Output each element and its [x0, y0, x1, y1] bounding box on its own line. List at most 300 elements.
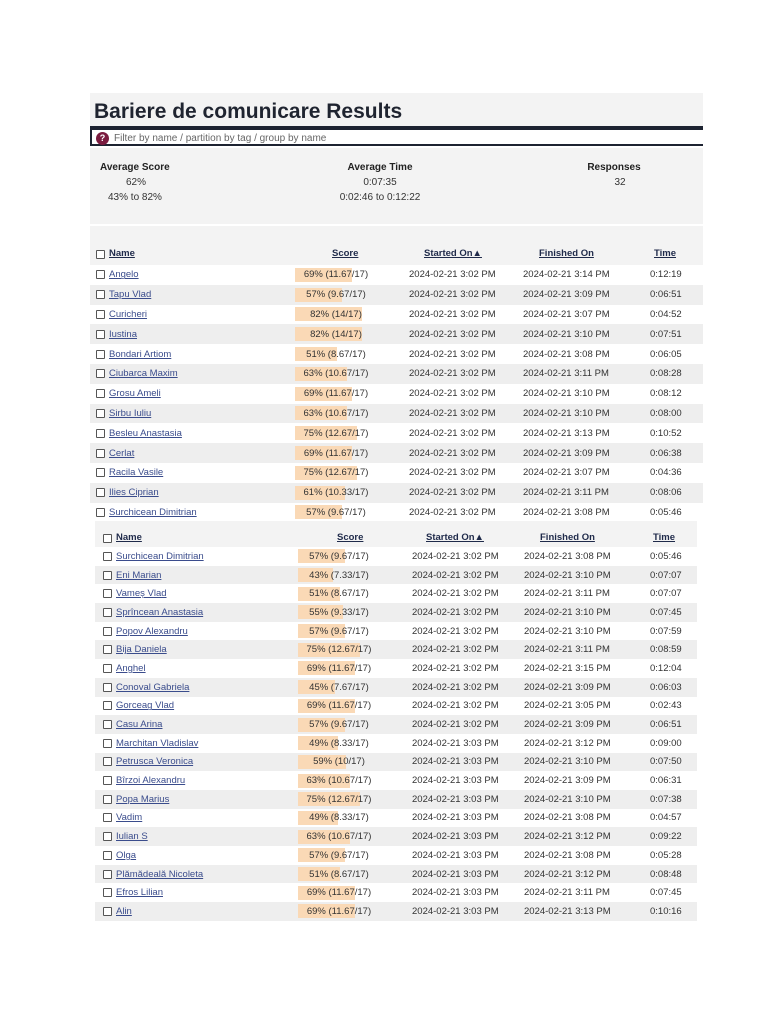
average-score-label: Average Score: [100, 162, 170, 173]
table-row: [90, 305, 703, 325]
column-header-score[interactable]: Score: [332, 248, 359, 259]
score-bar: [298, 848, 380, 862]
started-on-value: 2024-02-21 3:02 PM: [409, 289, 496, 301]
table-row: [95, 715, 697, 734]
score-value: 63% (10.67/17): [303, 368, 369, 380]
table-row: [95, 734, 697, 753]
responses-value: 32: [614, 177, 626, 188]
respondent-name-link[interactable]: Vameș Vlad: [116, 588, 167, 600]
summary-section: [90, 148, 703, 224]
time-value: 0:07:59: [650, 625, 682, 637]
time-value: 0:10:52: [650, 427, 682, 439]
score-bar: [298, 886, 380, 900]
time-value: 0:06:03: [650, 681, 682, 693]
score-bar: [298, 718, 380, 732]
started-on-value: 2024-02-21 3:03 PM: [412, 849, 499, 861]
score-value: 49% (8.33/17): [309, 812, 369, 824]
score-cell: [298, 659, 380, 678]
score-cell: [298, 584, 380, 603]
time-value: 0:07:45: [650, 887, 682, 899]
started-on-value: 2024-02-21 3:03 PM: [412, 775, 499, 787]
time-value: 0:05:28: [650, 849, 682, 861]
score-cell: [298, 902, 380, 921]
name-cell: [96, 443, 134, 463]
time-value: 0:05:46: [650, 550, 682, 562]
score-value: 57% (9.67/17): [309, 550, 369, 562]
time-value: 0:04:36: [650, 467, 682, 479]
time-value: 0:12:04: [650, 662, 682, 674]
respondent-name-link[interactable]: Ciubarca Maxim: [109, 368, 178, 380]
time-value: 0:08:00: [650, 407, 682, 419]
name-cell: [96, 324, 137, 344]
respondent-name-link[interactable]: Anghel: [116, 662, 146, 674]
respondent-name-link[interactable]: Casu Arina: [116, 719, 163, 731]
name-cell: [103, 603, 203, 622]
row-checkbox[interactable]: [103, 589, 112, 598]
row-checkbox[interactable]: [103, 888, 112, 897]
finished-on-value: 2024-02-21 3:10 PM: [524, 756, 611, 768]
finished-on-value: 2024-02-21 3:14 PM: [523, 269, 610, 281]
score-bar: [295, 446, 377, 460]
row-checkbox[interactable]: [103, 870, 112, 879]
score-bar: [295, 288, 377, 302]
table-row: [95, 566, 697, 585]
respondent-name-link[interactable]: Marchitan Vladislav: [116, 737, 199, 749]
respondent-name-link[interactable]: Besleu Anastasia: [109, 427, 182, 439]
table-row: [95, 547, 697, 566]
name-cell: [96, 305, 147, 325]
respondent-name-link[interactable]: Sirbu Iuliu: [109, 407, 152, 419]
responses-label: Responses: [587, 162, 641, 173]
finished-on-value: 2024-02-21 3:15 PM: [524, 662, 611, 674]
score-value: 61% (10.33/17): [303, 487, 369, 499]
finished-on-value: 2024-02-21 3:09 PM: [524, 681, 611, 693]
score-cell: [295, 344, 377, 364]
score-bar: [298, 624, 380, 638]
average-score-block: [100, 160, 170, 205]
time-value: 0:06:31: [650, 775, 682, 787]
time-value: 0:09:00: [650, 737, 682, 749]
table-header-row: [90, 226, 703, 265]
score-value: 51% (8.67/17): [309, 868, 369, 880]
table-row: [95, 640, 697, 659]
name-cell: [96, 384, 161, 404]
name-cell: [103, 790, 169, 809]
score-cell: [295, 443, 377, 463]
started-on-value: 2024-02-21 3:02 PM: [409, 368, 496, 380]
score-value: 69% (11.67/17): [306, 700, 372, 712]
started-on-value: 2024-02-21 3:02 PM: [409, 407, 496, 419]
score-value: 49% (8.33/17): [309, 737, 369, 749]
started-on-value: 2024-02-21 3:03 PM: [412, 887, 499, 899]
row-checkbox[interactable]: [96, 508, 105, 517]
score-cell: [298, 622, 380, 641]
started-on-value: 2024-02-21 3:02 PM: [412, 550, 499, 562]
finished-on-value: 2024-02-21 3:10 PM: [523, 328, 610, 340]
name-cell: [103, 734, 198, 753]
name-cell: [103, 678, 189, 697]
respondent-name-link[interactable]: Cerlat: [109, 447, 135, 459]
column-header-started-on[interactable]: Started On▲: [424, 248, 482, 259]
column-header-name[interactable]: [96, 226, 135, 265]
score-value: 69% (11.67/17): [306, 662, 372, 674]
name-cell: [103, 622, 188, 641]
respondent-name-link[interactable]: Iustina: [109, 328, 137, 340]
row-checkbox[interactable]: [103, 608, 112, 617]
row-checkbox[interactable]: [96, 310, 105, 319]
respondent-name-link[interactable]: Surchicean Dimitrian: [116, 550, 204, 562]
row-checkbox[interactable]: [96, 270, 105, 279]
score-bar: [298, 811, 380, 825]
score-value: 51% (8.67/17): [309, 588, 369, 600]
score-cell: [295, 503, 377, 523]
row-checkbox[interactable]: [103, 739, 112, 748]
column-header-started-on[interactable]: Started On▲: [426, 532, 484, 543]
finished-on-value: 2024-02-21 3:09 PM: [523, 289, 610, 301]
time-value: 0:08:59: [650, 644, 682, 656]
column-header-score[interactable]: Score: [337, 532, 364, 543]
finished-on-value: 2024-02-21 3:08 PM: [524, 812, 611, 824]
score-bar: [295, 426, 377, 440]
row-checkbox[interactable]: [96, 449, 105, 458]
started-on-value: 2024-02-21 3:02 PM: [412, 625, 499, 637]
table-row: [95, 697, 697, 716]
score-value: 69% (11.67/17): [306, 905, 372, 917]
row-checkbox[interactable]: [103, 757, 112, 766]
page-title: Bariere de comunicare Results: [94, 100, 403, 123]
results-table-1: [90, 226, 703, 522]
table-row: [90, 443, 703, 463]
row-checkbox[interactable]: [103, 832, 112, 841]
row-checkbox[interactable]: [96, 409, 105, 418]
score-cell: [298, 678, 380, 697]
respondent-name-link[interactable]: Olga: [116, 849, 137, 861]
average-time-block: [338, 160, 422, 205]
time-value: 0:08:28: [650, 368, 682, 380]
table-row: [95, 865, 697, 884]
time-value: 0:08:48: [650, 868, 682, 880]
row-checkbox[interactable]: [96, 330, 105, 339]
started-on-value: 2024-02-21 3:02 PM: [412, 569, 499, 581]
name-cell: [103, 566, 161, 585]
score-value: 82% (14/17): [310, 328, 362, 340]
respondent-name-link[interactable]: Tapu Vlad: [109, 289, 152, 301]
row-checkbox[interactable]: [96, 389, 105, 398]
respondent-name-link[interactable]: Efros Lilian: [116, 887, 163, 899]
score-value: 63% (10.67/17): [306, 775, 372, 787]
row-checkbox[interactable]: [103, 627, 112, 636]
select-all-checkbox[interactable]: [96, 250, 105, 259]
row-checkbox[interactable]: [96, 290, 105, 299]
respondent-name-link[interactable]: Bondari Artiom: [109, 348, 172, 360]
finished-on-value: 2024-02-21 3:08 PM: [523, 348, 610, 360]
started-on-value: 2024-02-21 3:03 PM: [412, 737, 499, 749]
column-header-time[interactable]: Time: [653, 532, 676, 543]
finished-on-value: 2024-02-21 3:10 PM: [524, 793, 611, 805]
table-row: [95, 659, 697, 678]
respondent-name-link[interactable]: Sprîncean Anastasia: [116, 606, 204, 618]
finished-on-value: 2024-02-21 3:12 PM: [524, 737, 611, 749]
started-on-value: 2024-02-21 3:02 PM: [409, 269, 496, 281]
score-bar: [295, 268, 377, 282]
score-value: 57% (9.67/17): [309, 719, 369, 731]
started-on-value: 2024-02-21 3:02 PM: [409, 467, 496, 479]
responses-block: [586, 160, 642, 190]
score-value: 75% (12.67/17): [306, 644, 372, 656]
score-cell: [295, 265, 377, 285]
respondent-name-link[interactable]: Alin: [116, 905, 132, 917]
finished-on-value: 2024-02-21 3:09 PM: [524, 775, 611, 787]
score-bar: [295, 466, 377, 480]
time-value: 0:05:46: [650, 506, 682, 518]
table-row: [90, 483, 703, 503]
row-checkbox[interactable]: [103, 776, 112, 785]
score-bar: [298, 643, 380, 657]
finished-on-value: 2024-02-21 3:10 PM: [523, 407, 610, 419]
table-row: [90, 384, 703, 404]
score-bar: [298, 792, 380, 806]
score-cell: [295, 305, 377, 325]
row-checkbox[interactable]: [103, 851, 112, 860]
score-bar: [298, 661, 380, 675]
column-header-name-label[interactable]: Name: [116, 532, 142, 543]
score-cell: [295, 483, 377, 503]
time-value: 0:06:51: [650, 289, 682, 301]
finished-on-value: 2024-02-21 3:08 PM: [524, 550, 611, 562]
time-value: 0:12:19: [650, 269, 682, 281]
name-cell: [96, 503, 197, 523]
row-checkbox[interactable]: [103, 571, 112, 580]
respondent-name-link[interactable]: Iulian S: [116, 831, 148, 843]
average-time-value: 0:07:35: [363, 177, 397, 188]
respondent-name-link[interactable]: Petrusca Veronica: [116, 756, 194, 768]
score-cell: [295, 285, 377, 305]
row-checkbox[interactable]: [103, 795, 112, 804]
score-value: 69% (11.67/17): [303, 269, 369, 281]
average-time-label: Average Time: [347, 162, 413, 173]
score-cell: [295, 404, 377, 424]
started-on-value: 2024-02-21 3:02 PM: [412, 681, 499, 693]
time-value: 0:06:05: [650, 348, 682, 360]
table-row: [90, 285, 703, 305]
time-value: 0:07:38: [650, 793, 682, 805]
respondent-name-link[interactable]: Bîrzoi Alexandru: [116, 775, 186, 787]
column-header-finished-on[interactable]: Finished On: [539, 248, 594, 259]
table-row: [90, 324, 703, 344]
respondent-name-link[interactable]: Eni Marian: [116, 569, 162, 581]
average-score-value: 62%: [126, 177, 147, 188]
score-value: 59% (10/17): [313, 756, 365, 768]
finished-on-value: 2024-02-21 3:08 PM: [523, 506, 610, 518]
score-bar: [295, 406, 377, 420]
finished-on-value: 2024-02-21 3:10 PM: [524, 606, 611, 618]
table-row: [95, 790, 697, 809]
started-on-value: 2024-02-21 3:02 PM: [412, 588, 499, 600]
respondent-name-link[interactable]: Curicheri: [109, 308, 148, 320]
column-header-name[interactable]: [103, 521, 142, 547]
table-row: [95, 809, 697, 828]
respondent-name-link[interactable]: Popov Alexandru: [116, 625, 188, 637]
score-bar: [295, 367, 377, 381]
started-on-value: 2024-02-21 3:03 PM: [412, 793, 499, 805]
name-cell: [96, 364, 178, 384]
name-cell: [103, 865, 203, 884]
row-checkbox[interactable]: [103, 907, 112, 916]
name-cell: [103, 659, 146, 678]
row-checkbox[interactable]: [103, 701, 112, 710]
score-bar: [295, 347, 377, 361]
started-on-value: 2024-02-21 3:03 PM: [412, 756, 499, 768]
name-cell: [103, 640, 167, 659]
score-value: 45% (7.67/17): [309, 681, 369, 693]
score-bar: [298, 699, 380, 713]
started-on-value: 2024-02-21 3:03 PM: [412, 905, 499, 917]
started-on-value: 2024-02-21 3:02 PM: [409, 506, 496, 518]
respondent-name-link[interactable]: Racila Vasile: [109, 467, 164, 479]
column-header-name-label[interactable]: Name: [109, 248, 135, 259]
row-checkbox[interactable]: [96, 369, 105, 378]
started-on-value: 2024-02-21 3:02 PM: [409, 308, 496, 320]
name-cell: [96, 483, 159, 503]
time-value: 0:07:07: [650, 588, 682, 600]
score-value: 69% (11.67/17): [303, 388, 369, 400]
score-cell: [295, 324, 377, 344]
respondent-name-link[interactable]: Popa Marius: [116, 793, 170, 805]
respondent-name-link[interactable]: Gorceag Vlad: [116, 700, 175, 712]
score-bar: [298, 755, 380, 769]
table-row: [95, 902, 697, 921]
started-on-value: 2024-02-21 3:03 PM: [412, 831, 499, 843]
table-row: [95, 771, 697, 790]
table-row: [95, 622, 697, 641]
score-cell: [298, 883, 380, 902]
score-cell: [295, 384, 377, 404]
finished-on-value: 2024-02-21 3:07 PM: [523, 308, 610, 320]
score-cell: [298, 603, 380, 622]
started-on-value: 2024-02-21 3:02 PM: [412, 644, 499, 656]
score-value: 75% (12.67/17): [303, 427, 369, 439]
score-cell: [298, 640, 380, 659]
started-on-value: 2024-02-21 3:02 PM: [409, 447, 496, 459]
score-cell: [295, 423, 377, 443]
respondent-name-link[interactable]: Plămădeală Nicoleta: [116, 868, 204, 880]
time-value: 0:10:16: [650, 905, 682, 917]
score-cell: [298, 827, 380, 846]
filter-input[interactable]: [114, 131, 694, 145]
started-on-value: 2024-02-21 3:02 PM: [409, 328, 496, 340]
respondent-name-link[interactable]: Surchicean Dimitrian: [109, 506, 197, 518]
table-header-row: [95, 521, 697, 547]
row-checkbox[interactable]: [103, 664, 112, 673]
table-row: [95, 603, 697, 622]
row-checkbox[interactable]: [103, 720, 112, 729]
name-cell: [96, 285, 151, 305]
row-checkbox[interactable]: [96, 488, 105, 497]
respondent-name-link[interactable]: Grosu Ameli: [109, 388, 161, 400]
table-row: [95, 883, 697, 902]
finished-on-value: 2024-02-21 3:11 PM: [524, 887, 610, 899]
row-checkbox[interactable]: [96, 350, 105, 359]
started-on-value: 2024-02-21 3:02 PM: [412, 700, 499, 712]
name-cell: [96, 404, 151, 424]
started-on-value: 2024-02-21 3:03 PM: [412, 868, 499, 880]
score-bar: [298, 605, 380, 619]
score-bar: [298, 587, 380, 601]
column-header-finished-on[interactable]: Finished On: [540, 532, 595, 543]
finished-on-value: 2024-02-21 3:09 PM: [524, 719, 611, 731]
table-row: [95, 678, 697, 697]
row-checkbox[interactable]: [103, 683, 112, 692]
row-checkbox[interactable]: [103, 813, 112, 822]
respondent-name-link[interactable]: Bija Daniela: [116, 644, 167, 656]
table-row: [95, 827, 697, 846]
time-value: 0:06:38: [650, 447, 682, 459]
name-cell: [103, 883, 163, 902]
score-cell: [298, 790, 380, 809]
score-cell: [298, 734, 380, 753]
finished-on-value: 2024-02-21 3:07 PM: [523, 467, 610, 479]
name-cell: [103, 902, 132, 921]
name-cell: [96, 265, 139, 285]
score-cell: [298, 697, 380, 716]
started-on-value: 2024-02-21 3:02 PM: [412, 606, 499, 618]
row-checkbox[interactable]: [96, 429, 105, 438]
select-all-checkbox[interactable]: [103, 534, 112, 543]
score-bar: [298, 680, 380, 694]
score-bar: [298, 904, 380, 918]
score-cell: [298, 771, 380, 790]
score-value: 43% (7.33/17): [309, 569, 369, 581]
name-cell: [103, 846, 136, 865]
time-value: 0:06:51: [650, 719, 682, 731]
score-cell: [298, 753, 380, 772]
score-value: 57% (9.67/17): [306, 506, 366, 518]
finished-on-value: 2024-02-21 3:05 PM: [524, 700, 611, 712]
score-cell: [295, 463, 377, 483]
score-value: 75% (12.67/17): [306, 793, 372, 805]
score-bar: [298, 774, 380, 788]
finished-on-value: 2024-02-21 3:12 PM: [524, 831, 611, 843]
score-bar: [298, 867, 380, 881]
table-row: [90, 364, 703, 384]
help-icon[interactable]: ?: [96, 132, 109, 145]
score-cell: [298, 566, 380, 585]
respondent-name-link[interactable]: Conoval Gabriela: [116, 681, 190, 693]
time-value: 0:07:45: [650, 606, 682, 618]
row-checkbox[interactable]: [103, 552, 112, 561]
results-table-2: [95, 521, 697, 921]
score-cell: [298, 547, 380, 566]
respondent-name-link[interactable]: Angelo: [109, 269, 139, 281]
time-value: 0:07:50: [650, 756, 682, 768]
time-value: 0:09:22: [650, 831, 682, 843]
title-bar: [90, 93, 703, 126]
respondent-name-link[interactable]: Vadim: [116, 812, 143, 824]
column-header-time[interactable]: Time: [654, 248, 677, 259]
name-cell: [103, 809, 142, 828]
name-cell: [96, 463, 163, 483]
score-bar: [298, 830, 380, 844]
name-cell: [103, 771, 185, 790]
respondent-name-link[interactable]: Ilies Ciprian: [109, 487, 159, 499]
finished-on-value: 2024-02-21 3:09 PM: [523, 447, 610, 459]
score-bar: [298, 549, 380, 563]
finished-on-value: 2024-02-21 3:11 PM: [523, 368, 609, 380]
table-row: [90, 503, 703, 523]
name-cell: [103, 547, 204, 566]
row-checkbox[interactable]: [96, 468, 105, 477]
row-checkbox[interactable]: [103, 645, 112, 654]
